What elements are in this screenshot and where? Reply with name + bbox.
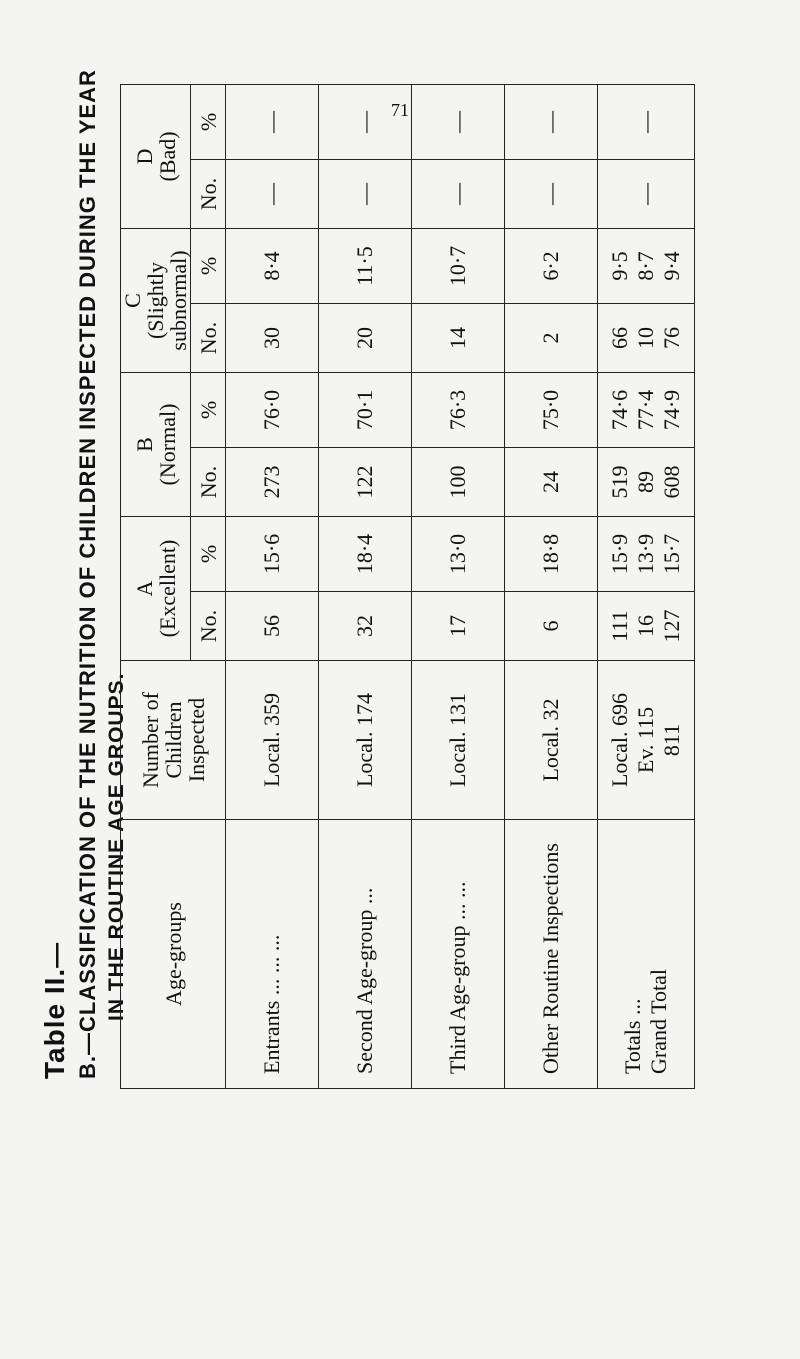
totals-inspected-ev: Ev. 115 bbox=[633, 706, 659, 774]
grade-d-desc: (Bad) bbox=[154, 131, 180, 182]
inspected-cell: Local. 131 bbox=[412, 661, 505, 820]
table-row bbox=[505, 85, 598, 1089]
c-pct-header: % bbox=[191, 229, 226, 304]
a-pct-cell: 15·6 bbox=[226, 517, 319, 592]
a-no-cell: 56 bbox=[226, 592, 319, 661]
grade-b-desc: (Normal) bbox=[154, 403, 180, 486]
d-no-cell: — bbox=[226, 160, 319, 229]
totals-b-pct-grand: 74·9 bbox=[659, 389, 685, 431]
a-no-header: No. bbox=[191, 592, 226, 661]
heading bbox=[40, 19, 129, 1079]
header-row-1 bbox=[121, 85, 191, 1089]
inspected-cell: Local. 32 bbox=[505, 661, 598, 820]
totals-b-pct-cell bbox=[598, 373, 695, 448]
totals-c-pct-ev: 8·7 bbox=[633, 251, 659, 281]
age-group-label: Second Age-group ... bbox=[319, 820, 412, 1089]
totals-a-no-local: 111 bbox=[607, 610, 633, 642]
number-inspected-text: Number of Children Inspected bbox=[137, 692, 209, 788]
totals-a-no-ev: 16 bbox=[633, 615, 659, 637]
b-pct-cell: 70·1 bbox=[319, 373, 412, 448]
a-pct-header: % bbox=[191, 517, 226, 592]
grade-a-desc: (Excellent) bbox=[154, 539, 180, 638]
table-row bbox=[412, 85, 505, 1089]
totals-c-no-local: 66 bbox=[607, 327, 633, 349]
totals-inspected-grand: 811 bbox=[659, 723, 685, 757]
a-no-cell: 6 bbox=[505, 592, 598, 661]
totals-b-no-cell bbox=[598, 448, 695, 517]
totals-label-cell bbox=[598, 820, 695, 1089]
age-group-label: Entrants ... ... ... bbox=[226, 820, 319, 1089]
inspected-cell: Local. 174 bbox=[319, 661, 412, 820]
totals-c-no-ev: 10 bbox=[633, 327, 659, 349]
title-line-2: IN THE ROUTINE AGE GROUPS. bbox=[105, 672, 128, 1021]
totals-inspected-local: Local. 696 bbox=[607, 692, 633, 788]
totals-a-pct-grand: 15·7 bbox=[659, 533, 685, 575]
d-pct-header: % bbox=[191, 85, 226, 160]
a-pct-cell: 18·4 bbox=[319, 517, 412, 592]
grade-d-letter: D bbox=[131, 148, 157, 165]
c-no-cell: 2 bbox=[505, 304, 598, 373]
d-pct-cell: — bbox=[319, 85, 412, 160]
totals-label: Totals ... bbox=[620, 998, 646, 1074]
b-no-cell: 100 bbox=[412, 448, 505, 517]
b-pct-cell: 76·3 bbox=[412, 373, 505, 448]
totals-d-pct-cell: — bbox=[598, 85, 695, 160]
totals-a-pct-ev: 13·9 bbox=[633, 533, 659, 575]
totals-b-no-local: 519 bbox=[607, 465, 633, 499]
totals-c-no-grand: 76 bbox=[659, 327, 685, 349]
page-number: 71 bbox=[391, 100, 409, 120]
grade-c-desc: (Slightly subnormal) bbox=[143, 250, 192, 351]
totals-a-no-cell bbox=[598, 592, 695, 661]
c-pct-cell: 10·7 bbox=[412, 229, 505, 304]
totals-b-pct-ev: 77·4 bbox=[633, 389, 659, 431]
totals-a-no-grand: 127 bbox=[659, 609, 685, 643]
table-label: Table II. bbox=[39, 967, 70, 1079]
c-pct-cell: 6·2 bbox=[505, 229, 598, 304]
grade-c-letter: C bbox=[120, 293, 145, 308]
a-no-cell: 17 bbox=[412, 592, 505, 661]
b-pct-cell: 75·0 bbox=[505, 373, 598, 448]
c-pct-cell: 11·5 bbox=[319, 229, 412, 304]
d-pct-cell: — bbox=[412, 85, 505, 160]
grade-b-letter: B bbox=[131, 437, 157, 452]
totals-b-pct-local: 74·6 bbox=[607, 389, 633, 431]
b-no-cell: 122 bbox=[319, 448, 412, 517]
age-group-label: Third Age-group ... ... bbox=[412, 820, 505, 1089]
nutrition-table bbox=[120, 84, 695, 1089]
d-no-header: No. bbox=[191, 160, 226, 229]
d-pct-cell: — bbox=[505, 85, 598, 160]
table-row bbox=[226, 85, 319, 1089]
b-pct-header: % bbox=[191, 373, 226, 448]
totals-a-pct-local: 15·9 bbox=[607, 533, 633, 575]
totals-a-pct-cell bbox=[598, 517, 695, 592]
grand-total-label: Grand Total bbox=[646, 969, 672, 1074]
totals-c-no-cell bbox=[598, 304, 695, 373]
grade-a-header bbox=[121, 517, 191, 661]
title-line bbox=[40, 19, 71, 1079]
title-dash: — bbox=[42, 941, 70, 968]
b-no-header: No. bbox=[191, 448, 226, 517]
d-no-cell: — bbox=[505, 160, 598, 229]
d-no-cell: — bbox=[319, 160, 412, 229]
a-pct-cell: 18·8 bbox=[505, 517, 598, 592]
grade-c-header bbox=[121, 229, 191, 373]
d-pct-cell: — bbox=[226, 85, 319, 160]
grade-a-letter: A bbox=[131, 580, 157, 597]
grade-d-header bbox=[121, 85, 191, 229]
a-no-cell: 32 bbox=[319, 592, 412, 661]
c-no-cell: 30 bbox=[226, 304, 319, 373]
b-no-cell: 24 bbox=[505, 448, 598, 517]
c-no-header: No. bbox=[191, 304, 226, 373]
totals-b-no-ev: 89 bbox=[633, 471, 659, 493]
totals-d-no-cell: — bbox=[598, 160, 695, 229]
c-pct-cell: 8·4 bbox=[226, 229, 319, 304]
c-no-cell: 20 bbox=[319, 304, 412, 373]
number-inspected-header bbox=[121, 661, 226, 820]
totals-row bbox=[598, 85, 695, 1089]
totals-inspected-cell bbox=[598, 661, 695, 820]
grade-b-header bbox=[121, 373, 191, 517]
totals-c-pct-local: 9·5 bbox=[607, 251, 633, 281]
inspected-cell: Local. 359 bbox=[226, 661, 319, 820]
a-pct-cell: 13·0 bbox=[412, 517, 505, 592]
totals-c-pct-grand: 9·4 bbox=[659, 251, 685, 281]
totals-c-pct-cell bbox=[598, 229, 695, 304]
d-no-cell: — bbox=[412, 160, 505, 229]
age-group-label: Other Routine Inspections bbox=[505, 820, 598, 1089]
title-line-1: B.—CLASSIFICATION OF THE NUTRITION OF CHILDREN INSPECTED DURING THE YEAR bbox=[75, 69, 100, 1079]
b-no-cell: 273 bbox=[226, 448, 319, 517]
age-groups-header: Age-groups bbox=[121, 820, 226, 1089]
totals-b-no-grand: 608 bbox=[659, 465, 685, 499]
table-row bbox=[319, 85, 412, 1089]
b-pct-cell: 76·0 bbox=[226, 373, 319, 448]
c-no-cell: 14 bbox=[412, 304, 505, 373]
